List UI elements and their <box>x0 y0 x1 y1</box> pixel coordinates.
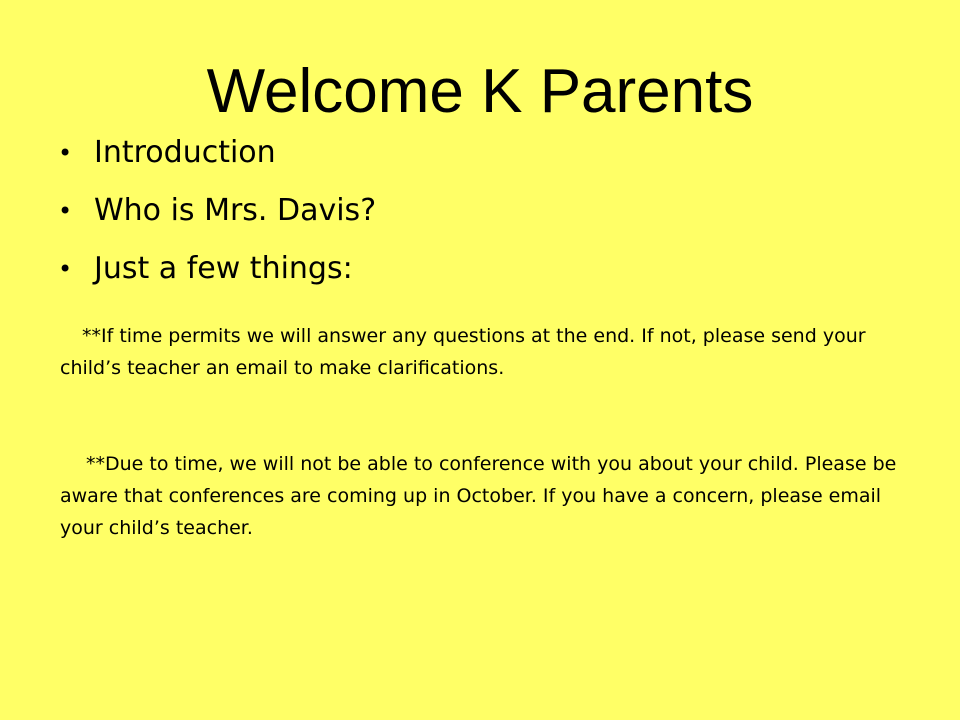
note-paragraph-conferences <box>60 448 920 544</box>
paragraph-text: **Due to time, we will not be able to conference with you about your child. Please be aware that conferences are coming up in October. If you have a concern, please email your child’s teacher. <box>60 453 897 539</box>
bullet-label: Introduction <box>94 135 276 170</box>
slide-title: Welcome K Parents <box>206 57 754 126</box>
bullet-icon: • <box>58 139 73 167</box>
bullet-item-just-a-few-things <box>58 244 376 302</box>
bullet-icon: • <box>58 255 73 283</box>
bullet-item-who-is-mrs-davis <box>58 186 376 244</box>
bullet-list <box>58 128 376 302</box>
bullet-icon: • <box>58 197 73 225</box>
note-paragraph-questions <box>60 320 920 384</box>
bullet-item-introduction <box>58 128 376 186</box>
paragraph-text: **If time permits we will answer any questions at the end. If not, please send your child’s teacher an email to make clarifications. <box>60 325 866 379</box>
bullet-label: Who is Mrs. Davis? <box>94 193 377 228</box>
bullet-label: Just a few things: <box>94 251 353 286</box>
